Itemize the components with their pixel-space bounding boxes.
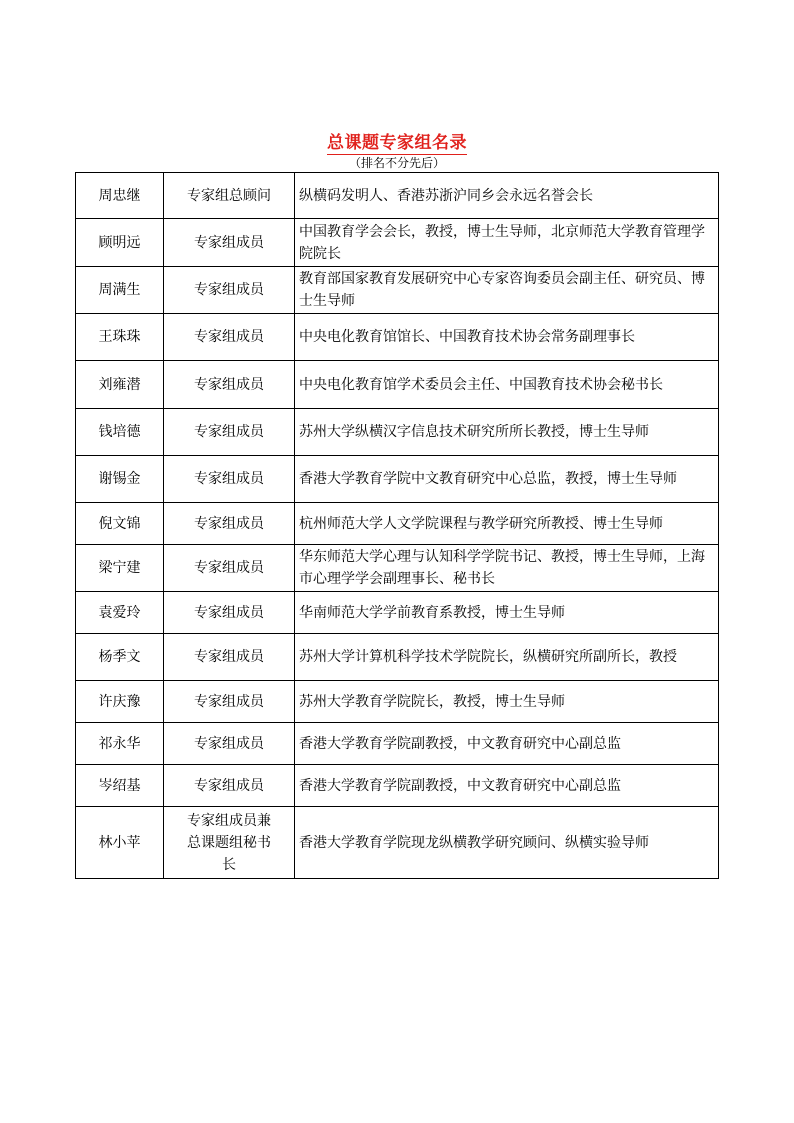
expert-description: 苏州大学教育学院院长，教授，博士生导师 (295, 681, 719, 723)
expert-role: 专家组成员 (164, 456, 295, 503)
expert-description: 香港大学教育学院中文教育研究中心总监，教授，博士生导师 (295, 456, 719, 503)
table-row (76, 503, 719, 545)
table-row (76, 681, 719, 723)
expert-role: 专家组成员 (164, 592, 295, 634)
expert-name: 林小苹 (76, 807, 164, 879)
expert-name: 顾明远 (76, 219, 164, 267)
expert-role: 专家组成员 (164, 314, 295, 361)
expert-name: 王珠珠 (76, 314, 164, 361)
expert-role: 专家组成员 (164, 219, 295, 267)
expert-description: 香港大学教育学院副教授，中文教育研究中心副总监 (295, 723, 719, 765)
expert-name: 岑绍基 (76, 765, 164, 807)
expert-description: 香港大学教育学院副教授，中文教育研究中心副总监 (295, 765, 719, 807)
table-row (76, 723, 719, 765)
table-row (76, 314, 719, 361)
table-row (76, 173, 719, 219)
expert-description: 华东师范大学心理与认知科学学院书记、教授，博士生导师，上海市心理学学会副理事长、秘书长 (295, 545, 719, 592)
expert-table (75, 172, 719, 879)
expert-role: 专家组成员 (164, 361, 295, 409)
expert-role: 专家组总顾问 (164, 173, 295, 219)
expert-name: 钱培德 (76, 409, 164, 456)
expert-role: 专家组成员兼总课题组秘书长 (164, 807, 295, 879)
expert-description: 教育部国家教育发展研究中心专家咨询委员会副主任、研究员、博士生导师 (295, 267, 719, 314)
expert-description: 香港大学教育学院现龙纵横教学研究顾问、纵横实验导师 (295, 807, 719, 879)
expert-name: 周满生 (76, 267, 164, 314)
table-row (76, 219, 719, 267)
table-row (76, 267, 719, 314)
table-row (76, 361, 719, 409)
expert-role: 专家组成员 (164, 409, 295, 456)
expert-name: 刘雍潜 (76, 361, 164, 409)
expert-description: 杭州师范大学人文学院课程与教学研究所教授、博士生导师 (295, 503, 719, 545)
expert-description: 中央电化教育馆馆长、中国教育技术协会常务副理事长 (295, 314, 719, 361)
expert-role: 专家组成员 (164, 545, 295, 592)
expert-role: 专家组成员 (164, 723, 295, 765)
document-subtitle: （排名不分先后） (348, 156, 445, 170)
table-row (76, 592, 719, 634)
expert-description: 中国教育学会会长，教授，博士生导师，北京师范大学教育管理学院院长 (295, 219, 719, 267)
table-row (76, 409, 719, 456)
document-title (0, 128, 794, 153)
table-row (76, 456, 719, 503)
expert-role: 专家组成员 (164, 681, 295, 723)
expert-name: 谢锡金 (76, 456, 164, 503)
expert-name: 梁宁建 (76, 545, 164, 592)
expert-description: 苏州大学计算机科学技术学院院长，纵横研究所副所长，教授 (295, 634, 719, 681)
document-title-text: 总课题专家组名录 (327, 133, 467, 153)
table-row (76, 765, 719, 807)
expert-role: 专家组成员 (164, 634, 295, 681)
expert-name: 袁爱玲 (76, 592, 164, 634)
expert-role: 专家组成员 (164, 503, 295, 545)
expert-name: 许庆豫 (76, 681, 164, 723)
table-row (76, 545, 719, 592)
expert-name: 周忠继 (76, 173, 164, 219)
expert-name: 杨季文 (76, 634, 164, 681)
expert-description: 苏州大学纵横汉字信息技术研究所所长教授，博士生导师 (295, 409, 719, 456)
expert-name: 倪文锦 (76, 503, 164, 545)
expert-role: 专家组成员 (164, 765, 295, 807)
table-row (76, 807, 719, 879)
table-row (76, 634, 719, 681)
expert-description: 纵横码发明人、香港苏浙沪同乡会永远名誉会长 (295, 173, 719, 219)
expert-description: 华南师范大学学前教育系教授，博士生导师 (295, 592, 719, 634)
expert-description: 中央电化教育馆学术委员会主任、中国教育技术协会秘书长 (295, 361, 719, 409)
expert-role: 专家组成员 (164, 267, 295, 314)
expert-name: 祁永华 (76, 723, 164, 765)
